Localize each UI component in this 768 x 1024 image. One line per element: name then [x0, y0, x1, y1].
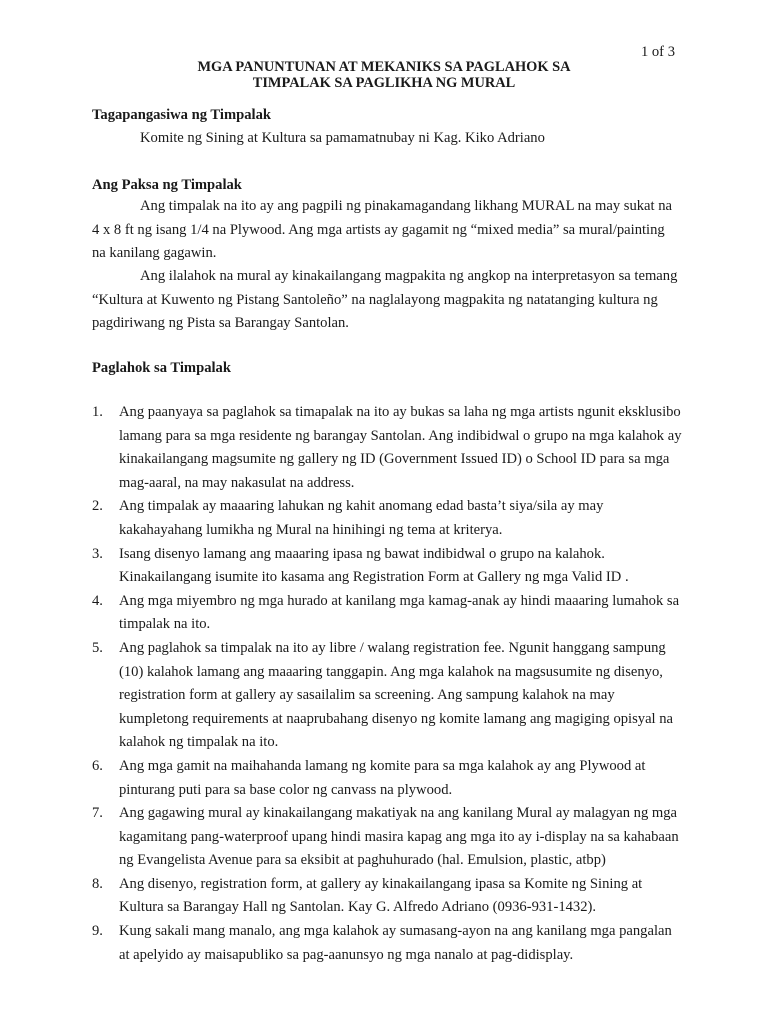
list-item-number: 6. — [92, 757, 103, 774]
section-heading-paksa: Ang Paksa ng Timpalak — [92, 177, 242, 193]
list-item-text: Ang disenyo, registration form, at gallery ay kinakailangang ipasa sa Komite ng Sining at Kultura sa Barangay Hall ng Santolan. Kay G. Alfredo Adriano (0936-931-1432). — [119, 875, 643, 916]
paksa-paragraph-1-text: Ang timpalak na ito ay ang pagpili ng pinakamagandang likhang MURAL na may sukat na 4 x 8 ft ng isang 1/4 na Plywood. Ang mga artists ay gagamit ng “mixed media” sa mural/painting na kanilang gagawin. — [92, 198, 673, 262]
list-item — [92, 543, 682, 590]
list-item-number: 8. — [92, 875, 103, 892]
rules-list — [92, 401, 682, 967]
title-line-1: MGA PANUNTUNAN AT MEKANIKS SA PAGLAHOK SA — [197, 59, 571, 75]
list-item-number: 7. — [92, 805, 103, 822]
list-item-text: Ang paglahok sa timpalak na ito ay libre / walang registration fee. Ngunit hanggang sampung (10) kalahok lamang ang maaaring tanggapin. Ang mga kalahok na magsusumite ng disenyo, registration form at gallery ay sasailalim sa screening. Ang sampung kalahok na may kumpletong requirements at naaprubahang disenyo ng komite lamang ang magiging opisyal na kalahok ng timpalak na ito. — [119, 639, 674, 751]
list-item-text: Ang mga miyembro ng mga hurado at kanilang mga kamag-anak ay hindi maaaring lumahok sa timpalak na ito. — [119, 592, 680, 633]
list-item-number: 4. — [92, 592, 103, 609]
list-item-text: Ang paanyaya sa paglahok sa timapalak na ito ay bukas sa laha ng mga artists ngunit eksklusibo lamang para sa mga residente ng barangay Santolan. Ang indibidwal o grupo na mga kalahok ay kinakailangang magsumite ng gallery ng ID (Government Issued ID) o School ID para sa mga mag-aaral, na may nakasulat na address. — [119, 404, 682, 491]
list-item — [92, 637, 682, 755]
list-item-number: 1. — [92, 404, 103, 420]
document-title — [0, 59, 768, 91]
list-item — [92, 401, 682, 495]
list-item-number: 2. — [92, 498, 103, 515]
page-number: 1 of 3 — [640, 44, 675, 60]
list-item-number: 3. — [92, 545, 103, 562]
paksa-paragraph-2 — [92, 265, 682, 336]
list-item — [92, 802, 682, 873]
list-item — [92, 755, 682, 802]
list-item-text: Isang disenyo lamang ang maaaring ipasa ng bawat indibidwal o grupo na kalahok. Kinakailangang isumite ito kasama ang Registration Form at Gallery ng mga Valid ID . — [119, 545, 629, 586]
section-text-tagapangasiwa: Komite ng Sining at Kultura sa pamamatnubay ni Kag. Kiko Adriano — [140, 130, 545, 146]
title-line-2: TIMPALAK SA PAGLIKHA NG MURAL — [252, 75, 516, 91]
list-item — [92, 590, 682, 637]
section-heading-paglahok: Paglahok sa Timpalak — [92, 360, 231, 376]
list-item-text: Kung sakali mang manalo, ang mga kalahok ay sumasang-ayon na ang kanilang mga pangalan at apelyido ay maisapubliko sa pag-aanunsyo ng mga nanalo at pag-didisplay. — [119, 923, 672, 963]
list-item — [92, 920, 682, 967]
list-item-number: 9. — [92, 923, 103, 940]
list-item-text: Ang gagawing mural ay kinakailangang makatiyak na ang kanilang Mural ay malagyan ng mga kagamitang pang-waterproof upang hindi masira kapag ang mga ito ay i-display na sa kahabaan ng Evangelista Avenue para sa eksibit at paghuhurado (hal. Emulsion, plastic, atbp) — [119, 805, 679, 869]
section-heading-tagapangasiwa: Tagapangasiwa ng Timpalak — [92, 107, 271, 123]
list-item — [92, 873, 682, 920]
list-item-text: Ang mga gamit na maihahanda lamang ng komite para sa mga kalahok ay ang Plywood at pinturang puti para sa base color ng canvass na plywood. — [119, 757, 646, 798]
list-item-text: Ang timpalak ay maaaring lahukan ng kahit anomang edad basta’t siya/sila ay may kakahayahang lumikha ng Mural na hinihingi ng tema at kriterya. — [119, 498, 604, 538]
list-item — [92, 495, 682, 542]
paksa-paragraph-2-text: Ang ilalahok na mural ay kinakailangang magpakita ng angkop na interpretasyon sa temang “Kultura at Kuwento ng Pistang Santoleño” na naglalayong magpakita ng natatanging kultura ng pagdiriwang ng Pista sa Barangay Santolan. — [92, 268, 678, 332]
list-item-number: 5. — [92, 639, 103, 656]
paksa-paragraph-1 — [92, 195, 682, 266]
